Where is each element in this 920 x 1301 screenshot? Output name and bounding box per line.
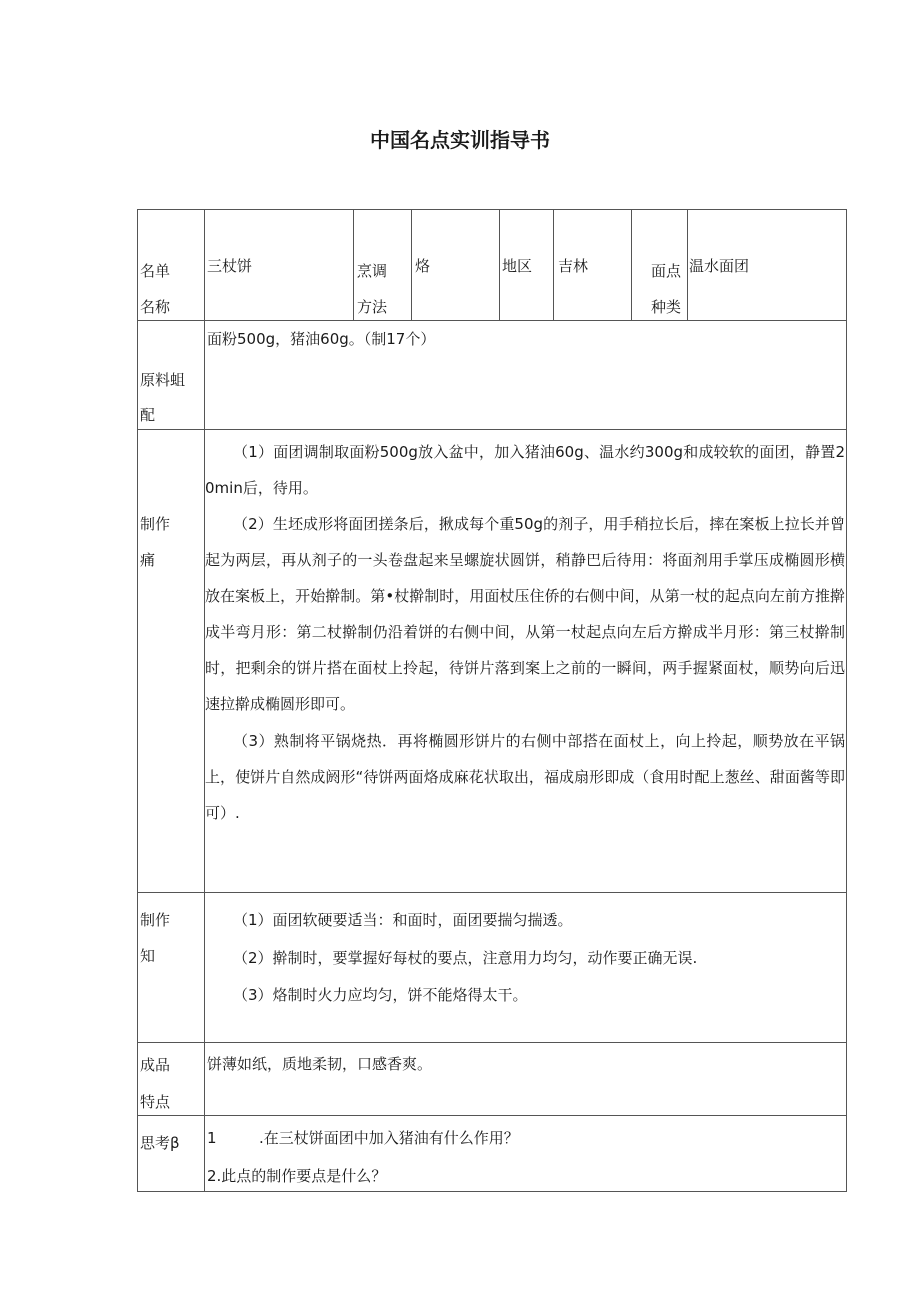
ingredients-label-line2: 配 [140,406,156,424]
process-step-1: （1）面团调制取面粉500g放入盆中，加入猪油60g、温水约300g和成较软的面团，静置20min后，待用。 [205,443,845,497]
note-item-3: （3）烙制时火力应均匀，饼不能烙得太干。 [233,986,528,1004]
category-label-line1: 面点 [651,262,682,280]
column-divider [353,209,354,320]
notes-label-line1: 制作 [140,911,171,929]
table-border-top [137,209,847,210]
features-label-line2: 特点 [140,1093,171,1111]
features-label-line1: 成品 [140,1056,171,1074]
note-item-1: （1）面团软硬要适当：和面时，面团要揣匀揣透。 [233,911,573,929]
question-1-number: 1 [207,1129,217,1147]
column-divider [687,209,688,320]
name-label-line1: 名单 [140,262,171,280]
page-title: 中国名点实训指导书 [370,128,550,152]
process-step-3: （3）熟制将平锅烧热．再将椭圆形饼片的右侧中部搭在面杖上，向上拎起，顺势放在平锅上，使饼片自然成阏形“待饼两面烙成麻花状取出，福成扇形即成（食用时配上葱丝、甜面酱等即可）. [205,732,845,822]
name-value: 三杖饼 [207,257,253,275]
row-divider [137,1042,847,1043]
process-step-2: （2）生坯成形将面团搓条后，揪成每个重50g的剂子，用手稍拉长后，摔在案板上拉长并曾起为两层，再从剂子的一头卷盘起来呈螺旋状圆饼，稍静巴后待用：将面剂用手掌压成椭圆形横放在案板上，开始擀制。第•杖擀制时，用面杖压住侨的右侧中间，从第一杖的起点向左前方推擀成半弯月形：第二杖擀制仍沿着饼的右侧中间，从第一杖起点向左后方擀成半月形：第三杖擀制时，把剩余的饼片搭在面杖上拎起，待饼片落到案上之前的一瞬间，两手握紧面杖，顺势向后迅速拉擀成椭圆形即可。 [205,515,845,713]
column-divider [553,209,554,320]
column-divider [631,209,632,320]
process-label-line2: 痛 [140,551,156,569]
table-border-bottom [137,1191,847,1192]
region-label: 地区 [502,257,533,275]
column-divider [411,209,412,320]
question-2: 2.此点的制作要点是什么？ [207,1167,387,1185]
row-divider [137,1115,847,1116]
name-label-line2: 名称 [140,298,171,316]
features-value: 饼薄如纸，质地柔韧，口感香爽。 [207,1055,433,1073]
note-item-2: （2）擀制时，要掌握好每杖的要点，注意用力均匀，动作要正确无误. [233,949,698,967]
row-divider [137,320,847,321]
row-divider [137,429,847,430]
column-divider [499,209,500,320]
notes-label-line2: 知 [140,947,156,965]
method-value: 烙 [415,257,431,275]
method-label-line2: 方法 [357,298,388,316]
row-divider [137,892,847,893]
questions-label: 思考β [140,1134,180,1152]
method-label-line1: 烹调 [357,262,388,280]
table-border-left [137,209,138,1192]
table-border-right [846,209,847,1192]
process-label-line1: 制作 [140,515,171,533]
category-value: 温水面团 [689,257,750,275]
question-1-text: .在三杖饼面团中加入猪油有什么作用？ [259,1129,519,1147]
region-value: 吉林 [558,257,589,275]
ingredients-value: 面粉500g，猪油60g。（制17个） [207,330,436,348]
category-label-line2: 种类 [651,298,682,316]
ingredients-label-line1: 原料蛆 [140,371,186,389]
